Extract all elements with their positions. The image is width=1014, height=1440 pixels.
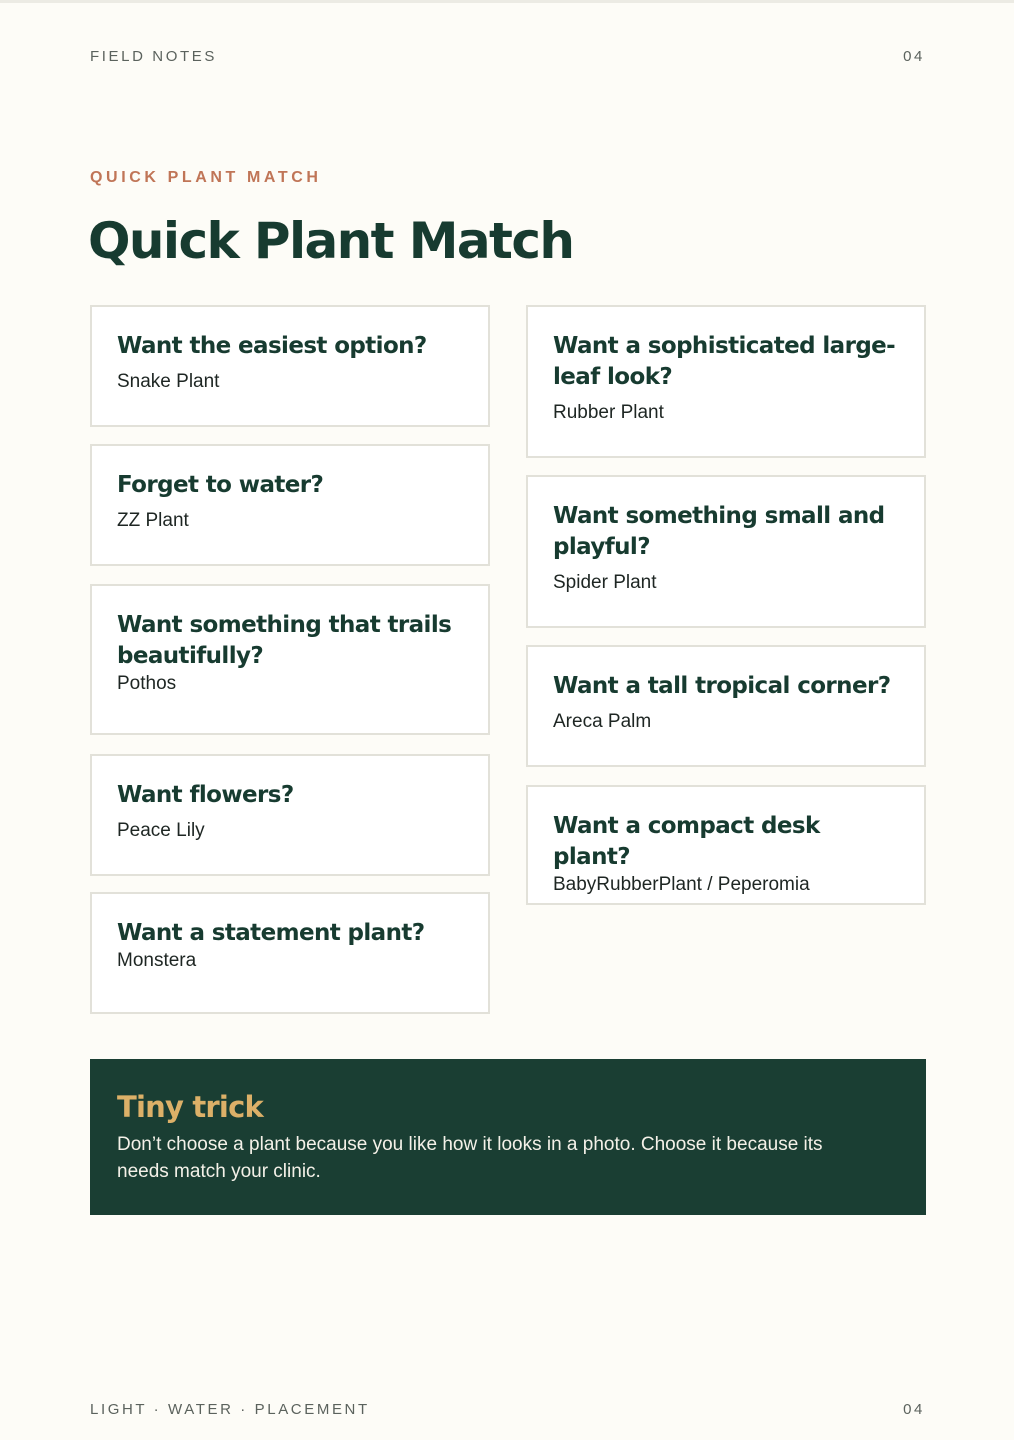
match-card-forget-water bbox=[90, 444, 490, 566]
card-question: Want a statement plant? bbox=[117, 920, 425, 946]
tip-body: Don’t choose a plant because you like how it looks in a photo. Choose it because its needs match your clinic. bbox=[117, 1134, 823, 1182]
match-card-statement bbox=[90, 892, 490, 1014]
card-question: Want the easiest option? bbox=[117, 333, 427, 359]
tip-title: Tiny trick bbox=[117, 1090, 263, 1124]
card-answer: Pothos bbox=[117, 673, 177, 694]
tip-box bbox=[90, 1059, 926, 1215]
match-card-compact-desk bbox=[526, 785, 926, 905]
match-card-small-playful bbox=[526, 475, 926, 628]
running-header bbox=[90, 48, 925, 65]
header-section-label: FIELD NOTES bbox=[90, 48, 217, 65]
footer-page-number: 04 bbox=[903, 1401, 925, 1418]
match-card-flowers bbox=[90, 754, 490, 876]
match-card-trails bbox=[90, 584, 490, 735]
card-question: Want a tall tropical corner? bbox=[553, 673, 891, 699]
header-page-number: 04 bbox=[903, 48, 925, 65]
card-answer: BabyRubberPlant / Peperomia bbox=[553, 874, 810, 895]
card-question: Want a sophisticated large-leaf look? bbox=[553, 333, 896, 390]
card-question: Forget to water? bbox=[117, 472, 324, 498]
match-card-large-leaf bbox=[526, 305, 926, 458]
card-answer: Spider Plant bbox=[553, 572, 657, 593]
card-answer: ZZ Plant bbox=[117, 510, 189, 531]
card-question: Want a compact desk plant? bbox=[553, 813, 820, 870]
card-question: Want flowers? bbox=[117, 782, 294, 808]
running-footer bbox=[90, 1401, 925, 1418]
section-eyebrow: QUICK PLANT MATCH bbox=[90, 169, 322, 186]
card-answer: Peace Lily bbox=[117, 820, 205, 841]
top-rule bbox=[0, 0, 1014, 3]
match-card-tall-tropical bbox=[526, 645, 926, 767]
card-answer: Rubber Plant bbox=[553, 402, 664, 423]
page-title: Quick Plant Match bbox=[88, 212, 574, 270]
card-answer: Snake Plant bbox=[117, 371, 220, 392]
card-answer: Areca Palm bbox=[553, 711, 652, 732]
card-question: Want something small and playful? bbox=[553, 503, 885, 560]
card-question: Want something that trails beautifully? bbox=[117, 612, 452, 669]
card-answer: Monstera bbox=[117, 950, 197, 971]
footer-section-label: LIGHT · WATER · PLACEMENT bbox=[90, 1401, 370, 1418]
match-card-easiest bbox=[90, 305, 490, 427]
